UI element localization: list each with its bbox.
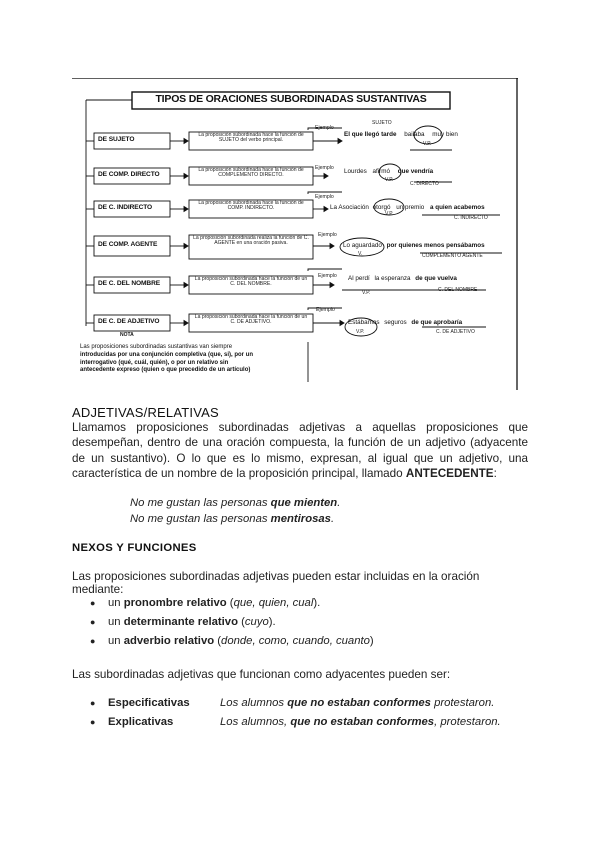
example-comp-agente: Lo aguardado por quienes menos pensábamos: [343, 242, 485, 249]
example-sujeto: [344, 132, 458, 139]
example-comp-directo: Lourdes afirmó que vendría: [344, 168, 434, 175]
type-c-del-nombre: DE C. DEL NOMBRE: [98, 280, 161, 287]
type-comp-agente: DE COMP. AGENTE: [98, 241, 158, 248]
example-c-del-nombre: Al perdí la esperanza de que vuelva: [348, 275, 457, 282]
list-item: ● un pronombre relativo (que, quien, cual).: [90, 597, 321, 609]
nota-text: Las proposiciones subordinadas sustantivas van siempre introducidas por una conjunción completiva (que, si), por un interrogativo (qué, cuál, quién), o por un relativo sin antecedente expreso (quien o que precedido de un artículo): [80, 344, 254, 374]
intro-nexos: Las proposiciones subordinadas adjetivas pueden estar incluidas en la oración mediante:: [72, 570, 480, 596]
bullet-icon: ●: [90, 598, 96, 608]
example-verb: bailaba: [404, 131, 425, 138]
example-c-de-adjetivo: Estábamos seguros de que aprobaría: [348, 319, 463, 326]
role-label: C. INDIRECTO: [454, 215, 488, 221]
role-sujeto: SUJETO: [372, 120, 392, 126]
list-item: ● Explicativas Los alumnos, que no estaban conformes, protestaron.: [90, 716, 501, 728]
definition-paragraph: Llamamos proposiciones subordinadas adjetivas a aquellas proposiciones que desempeñan, dentro de una oración compuesta, la función de un adjetivo (adyacente de un sustantivo). O lo que es lo mismo, expresan, al igual que un adjetivo, una característica de un nombre de la proposición principal, llamado ANTECEDENTE:: [72, 421, 528, 481]
section-heading: ADJETIVAS/RELATIVAS: [72, 405, 219, 420]
type-sujeto: DE SUJETO: [98, 136, 135, 143]
role-label: C. DE ADJETIVO: [436, 329, 475, 335]
list-item: ● un adverbio relativo (donde, como, cuando, cuanto): [90, 635, 374, 647]
desc-comp-directo: La proposición subordinada hace la función de COMPLEMENTO DIRECTO.: [198, 167, 304, 179]
bullet-icon: ●: [90, 698, 96, 708]
intro-tipos: Las subordinadas adjetivas que funcionan como adyacentes pueden ser:: [72, 668, 451, 681]
vp-label: V.P.: [385, 211, 394, 217]
role-label: COMPLEMENTO AGENTE: [422, 253, 483, 259]
ejemplo-label: Ejemplo: [316, 307, 335, 313]
type-c-indirecto: DE C. INDIRECTO: [98, 204, 153, 211]
ejemplo-label: Ejemplo: [318, 273, 337, 279]
nota-label: NOTA: [120, 332, 134, 338]
example-main: El que llegó tarde: [344, 131, 397, 138]
bullet-icon: ●: [90, 717, 96, 727]
role-label: C. DIRECTO: [410, 181, 439, 187]
v-label: V.: [358, 251, 363, 257]
ejemplo-label: Ejemplo: [318, 232, 337, 238]
type-comp-directo: DE COMP. DIRECTO: [98, 171, 160, 178]
ejemplo-label: Ejemplo: [315, 194, 334, 200]
vp-label: V.P.: [362, 290, 371, 296]
example-sentence-2: No me gustan las personas mentirosas.: [130, 513, 335, 525]
nexos-heading: NEXOS Y FUNCIONES: [72, 542, 197, 554]
vp-label: V.P.: [423, 141, 432, 147]
role-label: C. DEL NOMBRE: [438, 287, 478, 293]
example-c-indirecto: La Asociación otorgó un premio a quien acabemos: [330, 204, 485, 211]
subordinate-types-diagram: [72, 78, 518, 390]
type-c-de-adjetivo: DE C. DE ADJETIVO: [98, 318, 160, 325]
desc-c-de-adjetivo: La proposición subordinada hace la función de un C. DE ADJETIVO.: [194, 314, 308, 326]
desc-comp-agente: La proposición subordinada realiza la función de C. AGENTE en una oración pasiva.: [193, 235, 309, 247]
diagram-title: TIPOS DE ORACIONES SUBORDINADAS SUSTANTIVAS: [155, 93, 427, 105]
desc-c-del-nombre: La proposición subordinada hace la función de un C. DEL NOMBRE.: [194, 276, 308, 288]
ejemplo-label: Ejemplo: [315, 165, 334, 171]
list-item: ● un determinante relativo (cuyo).: [90, 616, 276, 628]
example-rest: muy bien: [432, 131, 458, 138]
desc-sujeto: La proposición subordinada hace la función de SUJETO del verbo principal.: [198, 132, 304, 144]
ejemplo-label: Ejemplo: [315, 125, 334, 131]
list-item: ● Especificativas Los alumnos que no estaban conformes protestaron.: [90, 697, 495, 709]
bullet-icon: ●: [90, 636, 96, 646]
section-adjetivas: [72, 405, 528, 482]
desc-c-indirecto: La proposición subordinada hace la función de COMP. INDIRECTO.: [198, 200, 304, 212]
vp-label: V.P.: [356, 329, 365, 335]
vp-label: V.P.: [385, 177, 394, 183]
bullet-icon: ●: [90, 617, 96, 627]
example-sentence-1: No me gustan las personas que mienten.: [130, 497, 341, 509]
